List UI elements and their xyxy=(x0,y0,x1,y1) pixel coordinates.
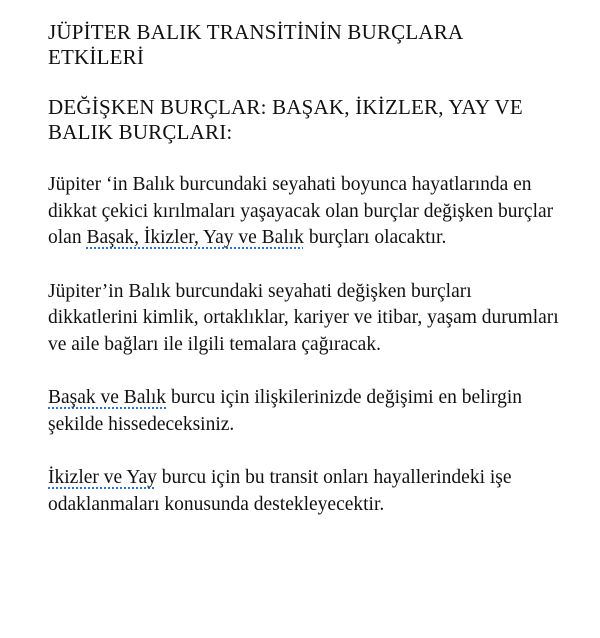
paragraph-intro xyxy=(48,172,560,252)
signs-link-mutable[interactable]: Başak, İkizler, Yay ve Balık xyxy=(86,227,304,248)
paragraph-virgo-pisces xyxy=(48,385,560,438)
paragraph-intro-text-before: Jüpiter ‘in Balık burcundaki seyahati boyunca hayatlarında en dikkat çekici kırılmaları yaşayacak olan burçlar değişken burçlar olan xyxy=(48,174,554,248)
paragraph-gemini-sagittarius xyxy=(48,465,560,518)
signs-link-gemini-sagittarius[interactable]: İkizler ve Yay xyxy=(48,467,157,488)
paragraph-intro-text-after: burçları olacaktır. xyxy=(303,227,447,248)
paragraph-gemini-sagittarius-text: burcu için bu transit onları hayallerindeki işe odaklanmaları konusunda destekleyecektir. xyxy=(48,467,512,515)
document-title: JÜPİTER BALIK TRANSİTİNİN BURÇLARA ETKİLERİ xyxy=(48,20,463,69)
paragraph-virgo-pisces-text: burcu için ilişkilerinizde değişimi en belirgin şekilde hissedeceksiniz. xyxy=(48,387,523,435)
document-subtitle: DEĞİŞKEN BURÇLAR: BAŞAK, İKİZLER, YAY VE BALIK BURÇLARI: xyxy=(48,95,523,144)
signs-link-virgo-pisces[interactable]: Başak ve Balık xyxy=(48,387,167,408)
paragraph-themes: Jüpiter’in Balık burcundaki seyahati değişken burçları dikkatlerini kimlik, ortaklıklar, kariyer ve itibar, yaşam durumları ve aile bağları ile ilgili temalara çağıracak. xyxy=(48,280,559,355)
